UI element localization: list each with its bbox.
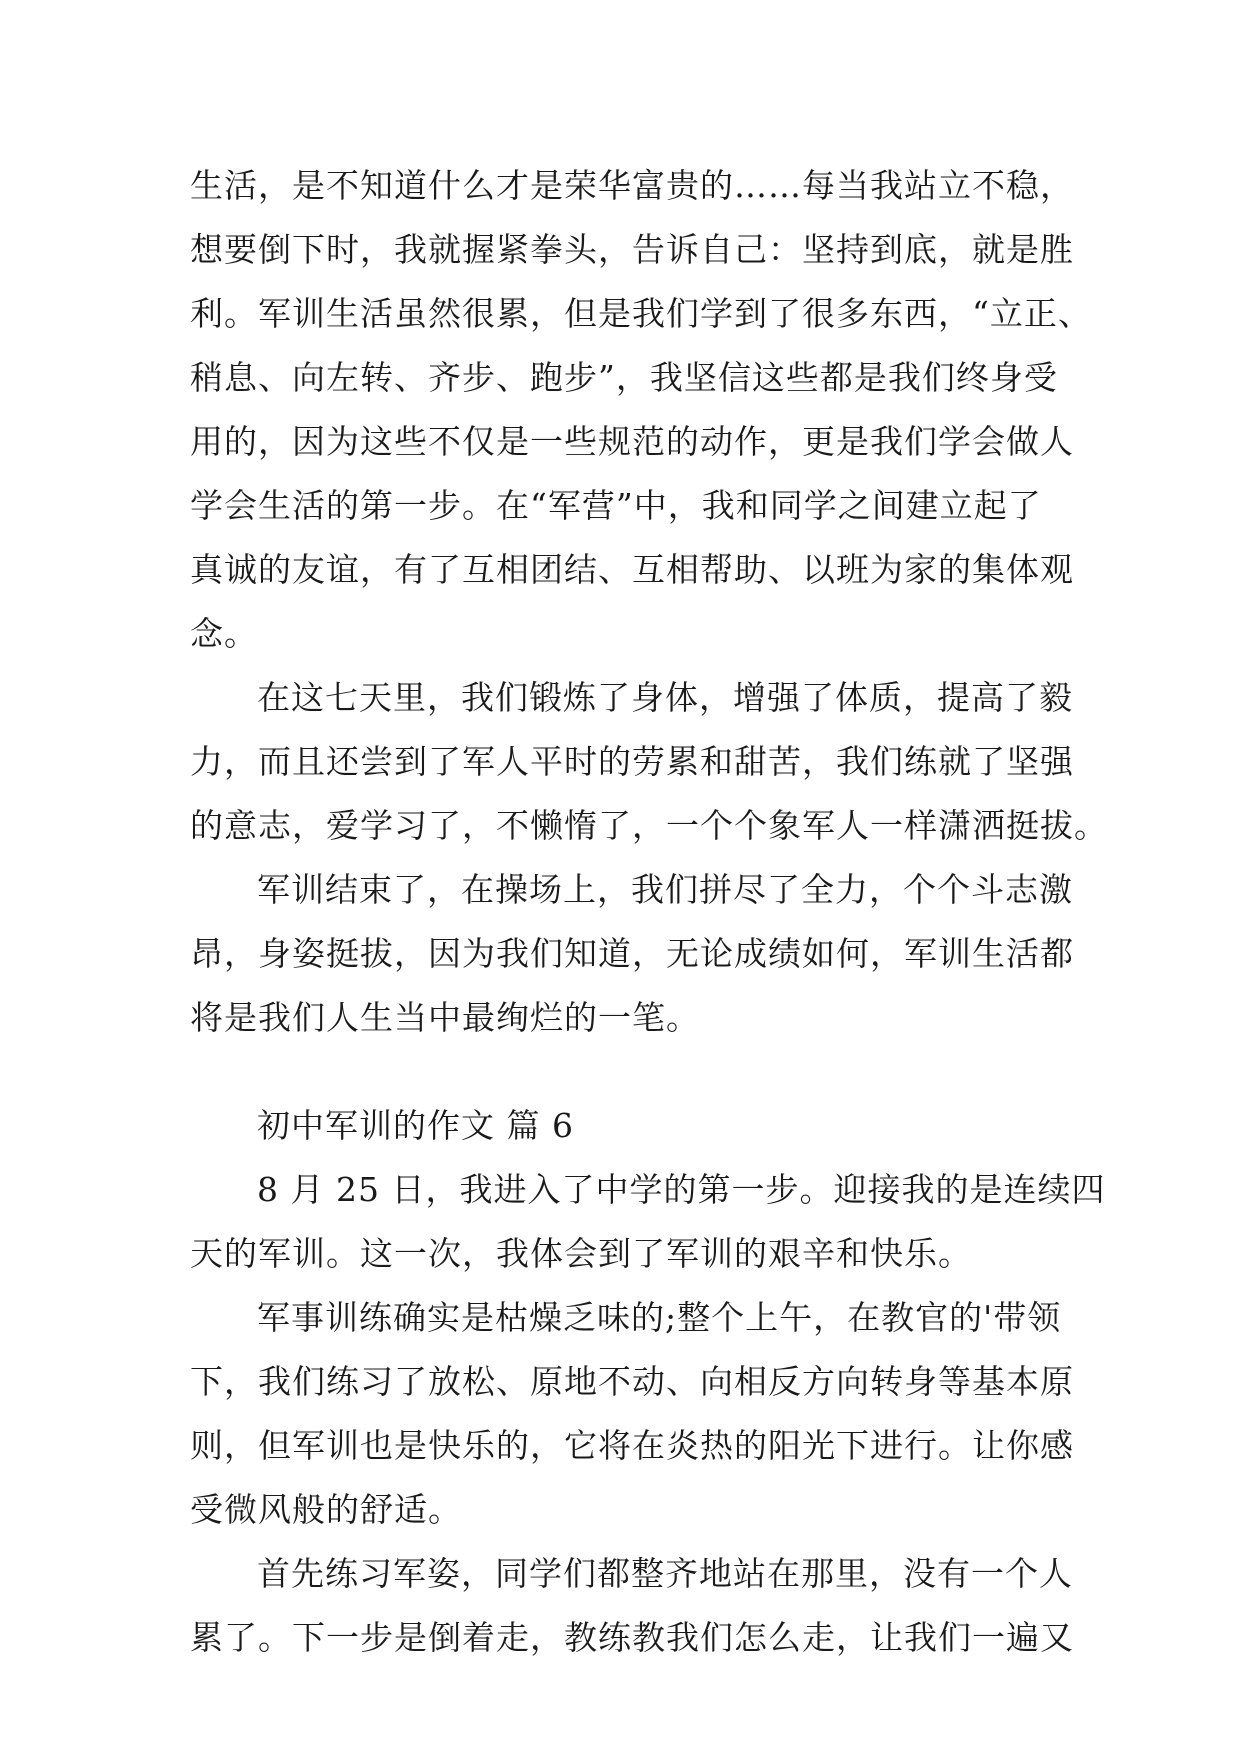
- text-line: 稍息、向左转、齐步、跑步”，我坚信这些都是我们终身受: [190, 358, 1058, 397]
- paragraph-start-line: 8 月 25 日，我进入了中学的第一步。迎接我的是连续四: [257, 1170, 1106, 1209]
- text-line: 生活，是不知道什么才是荣华富贵的……每当我站立不稳，: [190, 166, 1074, 205]
- paragraph-start-line: 军训结束了，在操场上，我们拼尽了全力，个个斗志激: [257, 870, 1073, 909]
- text-line: 累了。下一步是倒着走，教练教我们怎么走，让我们一遍又: [190, 1618, 1074, 1657]
- text-line: 则，但军训也是快乐的，它将在炎热的阳光下进行。让你感: [190, 1426, 1074, 1465]
- text-line: 的意志，爱学习了，不懒惰了，一个个象军人一样潇洒挺拔。: [190, 806, 1108, 845]
- text-line: 下，我们练习了放松、原地不动、向相反方向转身等基本原: [190, 1362, 1074, 1401]
- text-line: 受微风般的舒适。: [190, 1490, 462, 1529]
- text-line: 学会生活的第一步。在“军营”中，我和同学之间建立起了: [190, 486, 1042, 525]
- section-heading: 初中军训的作文 篇 6: [257, 1106, 574, 1145]
- paragraph-start-line: 军事训练确实是枯燥乏味的;整个上午，在教官的'带领: [257, 1298, 1062, 1337]
- text-line: 力，而且还尝到了军人平时的劳累和甜苦，我们练就了坚强: [190, 742, 1074, 781]
- paragraph-start-line: 在这七天里，我们锻炼了身体，增强了体质，提高了毅: [257, 678, 1073, 717]
- paragraph-start-line: 首先练习军姿，同学们都整齐地站在那里，没有一个人: [257, 1554, 1073, 1593]
- text-line: 真诚的友谊，有了互相团结、互相帮助、以班为家的集体观: [190, 550, 1074, 589]
- text-line: 用的，因为这些不仅是一些规范的动作，更是我们学会做人: [190, 422, 1074, 461]
- text-line: 利。军训生活虽然很累，但是我们学到了很多东西，“立正、: [190, 294, 1092, 333]
- text-line: 念。: [190, 614, 258, 653]
- text-line: 天的军训。这一次，我体会到了军训的艰辛和快乐。: [190, 1234, 972, 1273]
- text-line: 昂，身姿挺拔，因为我们知道，无论成绩如何，军训生活都: [190, 934, 1074, 973]
- text-line: 想要倒下时，我就握紧拳头，告诉自己：坚持到底，就是胜: [190, 230, 1074, 269]
- text-line: 将是我们人生当中最绚烂的一笔。: [190, 998, 700, 1037]
